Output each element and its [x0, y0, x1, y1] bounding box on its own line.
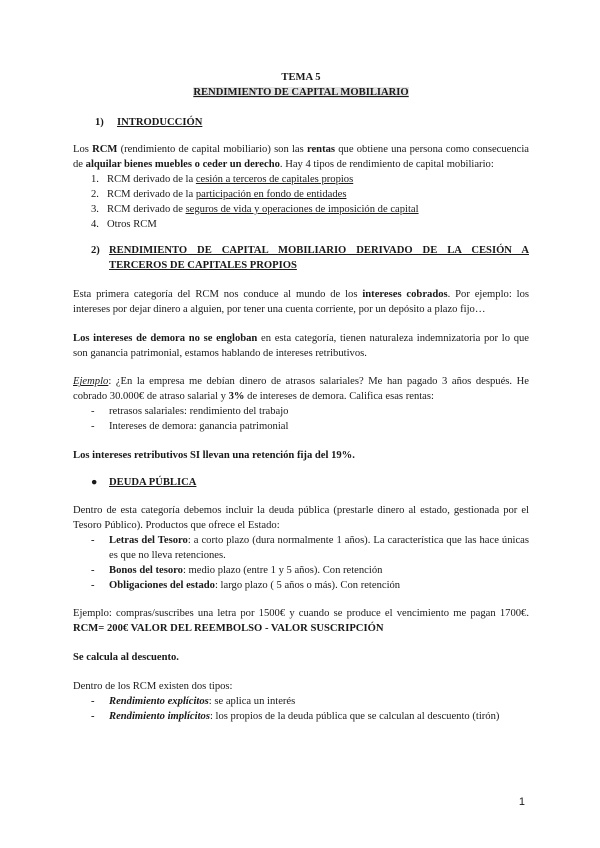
page-content — [73, 71, 529, 724]
rcm-types-list — [73, 173, 529, 232]
section-heading-deuda-publica: ● DEUDA PÚBLICA — [91, 476, 529, 491]
paragraph-tipos-rcm: Dentro de los RCM existen dos tipos: — [73, 680, 233, 692]
list-item: - Letras del Tesoro: a corto plazo (dura normalmente 1 años). La característica que las hace únicas es que no lleva retenciones. — [91, 535, 529, 561]
list-item: - Rendimiento implícitos: los propios de la deuda pública que se calculan al descuento (tirón) — [91, 710, 500, 722]
paragraph-ejemplo-letra: Ejemplo: compras/suscribes una letra por 1500€ y cuando se produce el vencimiento me pagan 1700€. RCM= 200€ VALOR DEL REEMBOLSO - VALOR SUSCRIPCIÓN — [73, 608, 529, 635]
list-item: - Intereses de demora: ganancia patrimonial — [91, 420, 289, 432]
paragraph-ejemplo-atrasos: Ejemplo: ¿En la empresa me debían dinero de atrasos salariales? Me han pagado 3 años después. He cobrado 30.000€ de atraso salarial y 3% de intereses de demora. Califica esas rentas: — [73, 376, 529, 403]
document-subtitle: RENDIMIENTO DE CAPITAL MOBILIARIO — [193, 86, 409, 98]
list-item: - Bonos del tesoro: medio plazo (entre 1 y 5 años). Con retención — [91, 564, 383, 576]
paragraph-rcm-definition: Los RCM (rendimiento de capital mobiliario) son las rentas que obtiene una persona como consecuencia de alquilar bienes muebles o ceder un derecho. Hay 4 tipos de rendimiento de capital mobiliario: — [73, 144, 529, 171]
document-title: TEMA 5 — [281, 72, 321, 83]
tipos-rendimiento-list — [73, 695, 529, 725]
paragraph-intereses-demora: Los intereses de demora no se engloban en esta categoría, tienen naturaleza indemnizatoria por lo que son ganancia patrimonial, estamos hablando de intereses retributivos. — [73, 332, 529, 359]
page-number: 1 — [518, 796, 525, 808]
rentas-list — [73, 405, 529, 435]
list-item: - retrasos salariales: rendimiento del trabajo — [91, 406, 289, 418]
descuento-note: Se calcula al descuento. — [73, 652, 179, 664]
list-item: 4. Otros RCM — [91, 218, 157, 230]
paragraph-intereses-cobrados: Esta primera categoría del RCM nos conduce al mundo de los intereses cobrados. Por ejemplo: los intereses por dejar dinero a alguien, por tener una cuenta corriente, por un depósito a plazo fijo… — [73, 289, 529, 315]
paragraph-deuda-publica: Dentro de esta categoría debemos incluir la deuda pública (prestarle dinero al estado, gestionada por el Tesoro Público). Productos que ofrece el Estado: — [73, 505, 529, 532]
bullet-icon: ● — [91, 476, 98, 488]
list-item: 2. RCM derivado de la participación en fondo de entidades — [91, 188, 347, 200]
retencion-note: Los intereses retributivos SI llevan una retención fija del 19%. — [73, 449, 355, 461]
link-seguros[interactable]: seguros de vida y operaciones de imposición de capital — [185, 203, 419, 215]
link-cesion[interactable]: cesión a terceros de capitales propios — [195, 174, 354, 186]
section-heading-introduccion: 1) INTRODUCCIÓN — [95, 116, 203, 128]
list-item: - Obligaciones del estado: largo plazo ( 5 años o más). Con retención — [91, 579, 401, 591]
link-participacion[interactable]: participación en fondo de entidades — [195, 188, 347, 200]
productos-estado-list — [73, 534, 529, 593]
list-item: 1. RCM derivado de la cesión a terceros de capitales propios — [91, 174, 354, 186]
list-item: - Rendimiento explícitos: se aplica un interés — [91, 695, 296, 707]
section-heading-cesion: 2) RENDIMIENTO DE CAPITAL MOBILIARIO DERIVADO DE LA CESIÓN A TERCEROS DE CAPITALES PROPIOS — [91, 245, 529, 272]
list-item: 3. RCM derivado de seguros de vida y operaciones de imposición de capital — [91, 203, 419, 215]
